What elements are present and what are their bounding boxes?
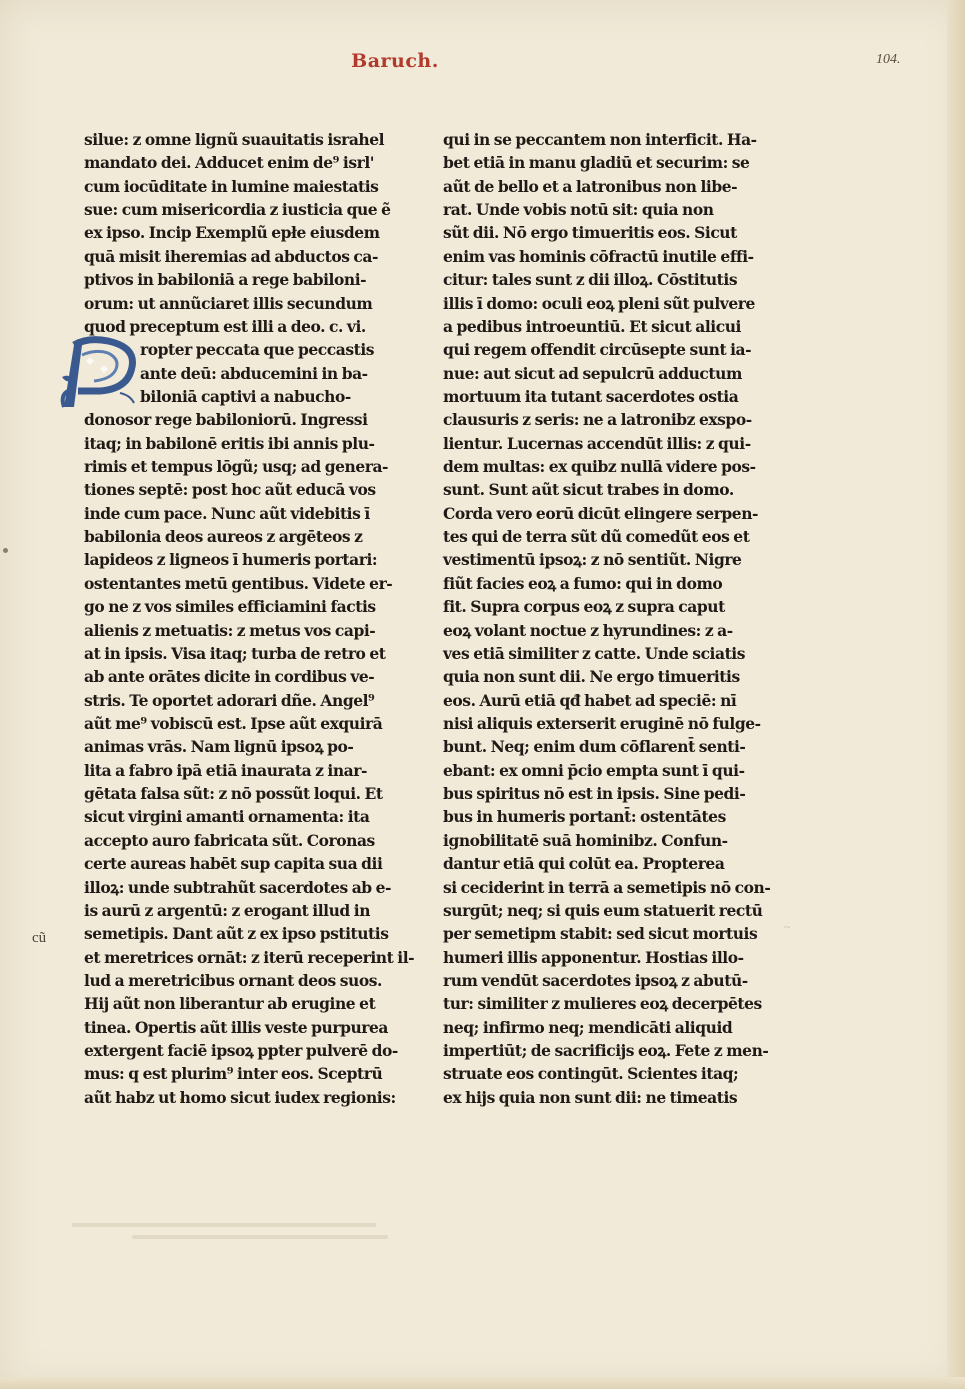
text-line: Hij aũt non liberantur ab erugine et [84,994,376,1014]
text-line: extergent faciē ipsoꝝ ppter pulverē do- [84,1041,398,1061]
text-line: fiũt facies eoꝝ a fumo: qui in domo [443,573,723,593]
text-line: dem multas: ex quibz nullā videre pos- [443,457,756,477]
text-line: animas vrās. Nam lignū ipsoꝝ po- [84,737,354,757]
text-line: bus in humeris portant̄: ostentātes [443,807,726,827]
text-line: sue: cum misericordia z iusticia que ẽ [84,200,391,220]
text-line: illis ī domo: oculi eoꝝ pleni sũt pulvere [443,293,755,313]
text-line: ignobilitatē suā hominibz. Confun- [443,830,728,850]
text-line: certe aureas habēt sup capita sua dii [84,854,383,874]
text-line: dantur etiā qui colūt ea. Propterea [443,854,725,874]
text-line: rum vendūt sacerdotes ipsoꝝ z abutū- [443,970,748,990]
text-line: qui in se peccantem non interficit. Ha- [443,130,757,149]
text-line: qui regem offendit circūsepte sunt ia- [443,340,752,360]
text-line: alienis z metuatis: z metus vos capi- [84,620,376,640]
text-line: rimis et tempus lōgũ; usq; ad genera- [84,457,389,477]
faint-margin-mark: ~ [784,920,791,934]
text-line: ex ipso. Incip Exemplũ epłe eiusdem [84,223,380,243]
text-line: nue: aut sicut ad sepulcrū adductum [443,363,742,383]
text-line: lapideos z ligneos ī humeris portari: [84,550,378,570]
text-line: fit. Supra corpus eoꝝ z supra caput [443,597,725,617]
text-line: stris. Te oportet adorari dñe. Angel⁹ [84,690,375,710]
text-line: bus spiritus nō est in ipsis. Sine pedi- [443,784,746,804]
text-line: enim vas hominis cōfractū inutile effi- [443,246,754,266]
text-line: nisi aliquis exterserit eruginē nō fulge- [443,713,761,733]
page-edge-bottom [0,1377,965,1389]
text-line: ves etiā similiter z catte. Unde sciatis [443,643,746,663]
text-line: impertiūt; de sacrificijs eoꝝ. Fete z men- [443,1041,769,1061]
text-line: mandato dei. Adducet enim de⁹ isrl' [84,153,375,173]
text-line: ropter peccata que peccastis [140,340,375,360]
left-text-column [84,128,415,1109]
text-line: aũt me⁹ vobiscū est. Ipse aũt exquirā [84,713,383,733]
show-through-text [72,1215,392,1255]
text-line: aũt habz ut homo sicut iudex regionis: [84,1087,396,1107]
text-line: citur: tales sunt z dii illoꝝ. Cōstitutis [443,270,738,290]
text-line: eoꝝ volant noctue z hyrundines: z a- [443,620,733,640]
text-line: inde cum pace. Nunc aũt videbitis ī [84,503,370,523]
text-line: at in ipsis. Visa itaq; turba de retro et [84,643,386,663]
text-line: mortuum ita tutant sacerdotes ostia [443,386,739,406]
text-line: quia non sunt dii. Ne ergo timueritis [443,667,740,687]
text-line: babilonia deos aureos z argēteos z [84,527,363,547]
text-line: mus: q est plurim⁹ inter eos. Sceptrū [84,1064,383,1084]
text-line: eos. Aurū etiā qđ habet ad speciē: nī [443,690,737,710]
text-line: vestimentū ipsoꝝ: z nō sentiũt. Nigre [443,550,742,570]
text-line: bet etiā in manu gladiū et securim: se [443,153,750,173]
text-line: accepto auro fabricata sũt. Coronas [84,830,375,850]
text-line: quod preceptum est illi a deo. c. vi. [84,316,366,336]
text-line: bunt. Neq; enim dum cōflarent̄ senti- [443,737,746,757]
text-line: is aurū z argentū: z erogant illud in [84,900,371,920]
text-line: surgūt; neq; si quis eum statuerit rectū [443,900,763,920]
text-line: neq; infirmo neq; mendicāti aliquid [443,1017,733,1037]
text-line: aũt de bello et a latronibus non libe- [443,176,738,196]
text-line: clausuris z seris: ne a latronibz exspo- [443,410,752,430]
text-line: ptivos in babiloniā a rege babiloni- [84,270,367,290]
text-line: tur: similiter z mulieres eoꝝ decerpētes [443,994,762,1014]
text-line: go ne z vos similes efficiamini factis [84,597,376,617]
text-line: semetipis. Dant aũt z ex ipso pstitutis [84,924,389,944]
text-line: lientur. Lucernas accendūt illis: z qui- [443,433,751,453]
text-line: humeri illis apponentur. Hostias illo- [443,947,744,967]
text-line: ex hijs quia non sunt dii: ne timeatis [443,1087,738,1107]
text-line: si ceciderint in terrā a semetipis nō con- [443,877,771,897]
right-text-column [443,128,771,1109]
text-line: sũt dii. Nō ergo timueritis eos. Sicut [443,223,737,243]
text-line: struate eos contingūt. Scientes itaq; [443,1064,739,1084]
text-line: tiones septē: post hoc aũt educā vos [84,480,376,500]
text-line: Corda vero eorū dicūt elingere serpen- [443,503,758,523]
page-edge-right [947,0,965,1389]
text-line: tinea. Opertis aũt illis veste purpurea [84,1017,389,1037]
text-line: tes qui de terra sũt dũ comedũt eos et [443,527,750,547]
text-line: quā misit iheremias ad abductos ca- [84,246,378,266]
running-head: Baruch. [351,50,439,72]
text-line: donosor rege babiloniorū. Ingressi [84,410,368,430]
folio-number: 104. [876,52,901,67]
text-line: lita a fabro ipā etiā inaurata z inar- [84,760,367,780]
margin-note: cũ [32,930,47,946]
text-line: sunt. Sunt aũt sicut trabes in domo. [443,480,734,500]
text-line: ante deū: abducemini in ba- [140,363,368,383]
text-line: silue: z omne lignũ suauitatis israhel [84,130,385,149]
text-line: et meretrices ornāt: z iterū receperint il- [84,947,415,967]
text-line: illoꝝ: unde subtrahũt sacerdotes ab e- [84,877,392,897]
text-line: lud a meretricibus ornant deos suos. [84,970,382,990]
text-line: ebant: ex omni p̄cio empta sunt ī qui- [443,760,745,780]
text-line: orum: ut annũciaret illis secundum [84,293,373,313]
text-line: a pedibus introeuntiū. Et sicut alicui [443,316,741,336]
text-line: per semetipm stabit: sed sicut mortuis [443,924,758,944]
text-line: ab ante orātes dicite in cordibus ve- [84,667,375,687]
text-line: rat. Unde vobis notū sit: quia non [443,200,714,220]
text-line: ostentantes metū gentibus. Videte er- [84,573,393,593]
text-line: itaq; in babilonē eritis ibi annis plu- [84,433,375,453]
text-line: biloniā captivi a nabucho- [140,386,351,406]
page-speck [3,548,8,553]
text-line: gētata falsa sũt: z nō possũt loqui. Et [84,784,383,804]
text-line: cum iocūditate in lumine maiestatis [84,176,379,196]
text-line: sicut virgini amanti ornamenta: ita [84,807,370,827]
